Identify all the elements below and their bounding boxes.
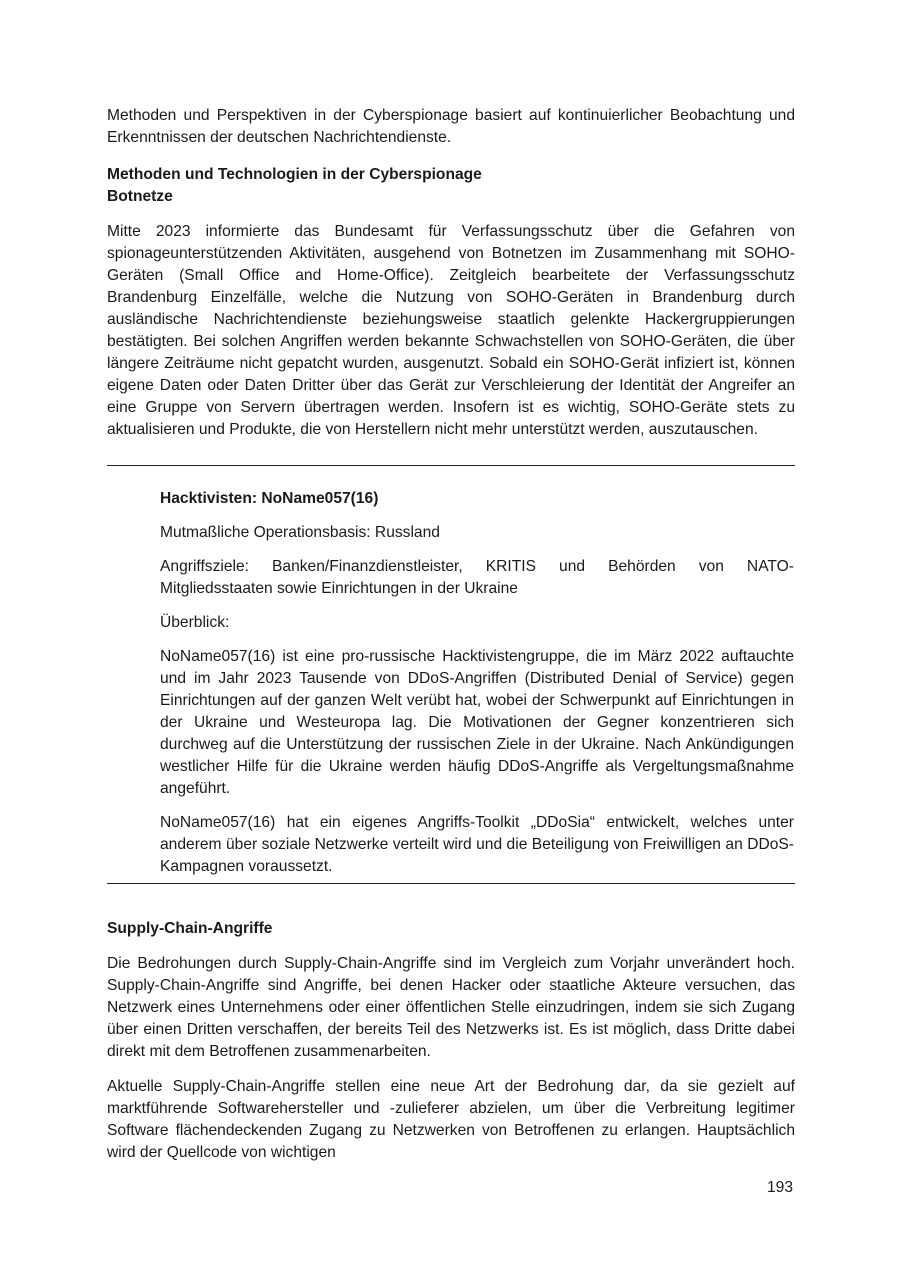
supply-chain-paragraph-1: Die Bedrohungen durch Supply-Chain-Angriffe sind im Vergleich zum Vorjahr unverändert hoch. Supply-Chain-Angriffe sind Angriffe, bei denen Hacker oder staatliche Akteure versuchen, das Netzwerk eines Unternehmens oder einer öffentlichen Stelle einzudringen, indem sie sich Zugang über einen Dritten verschaffen, der bereits Teil des Netzwerks ist. Es ist möglich, dass Dritte dabei direkt mit dem Betroffenen zusammenarbeiten. (107, 955, 795, 1060)
page-body (107, 105, 795, 441)
box-paragraph-2: NoName057(16) hat ein eigenes Angriffs-Toolkit „DDoSia“ entwickelt, welches unter anderem über soziale Netzwerke verteilt wird und die Beteiligung von Freiwilligen an DDoS-Kampagnen voraussetzt. (160, 814, 794, 875)
page-number: 193 (766, 1179, 793, 1196)
hacktivist-box (160, 488, 794, 890)
box-bottom-rule (107, 883, 795, 884)
intro-paragraph: Methoden und Perspektiven in der Cyberspionage basiert auf kontinuierlicher Beobachtung und Erkenntnissen der deutschen Nachrichtendienste. (107, 107, 795, 146)
box-top-rule (107, 465, 795, 466)
botnetze-paragraph: Mitte 2023 informierte das Bundesamt für Verfassungsschutz über die Gefahren von spionageunterstützenden Aktivitäten, ausgehend von Botnetzen im Zusammenhang mit SOHO-Geräten (Small Office and Home-Office). Zeitgleich bearbeitete der Verfassungsschutz Brandenburg Einzelfälle, welche die Nutzung von SOHO-Geräten in Brandenburg durch ausländische Nachrichtendienste beziehungsweise staatlich gelenkte Hackergruppierungen bestätigten. Bei solchen Angriffen werden bekannte Schwachstellen von SOHO-Geräten, die über längere Zeiträume nicht gepatcht wurden, ausgenutzt. Sobald ein SOHO-Gerät infiziert ist, können eigene Daten oder Daten Dritter über das Gerät zur Verschleierung der Identität der Angreifer an eine Gruppe von Servern übertragen werden. Insofern ist es wichtig, SOHO-Geräte stets zu aktualisieren und Produkte, die von Herstellern nicht mehr unterstützt werden, auszutauschen. (107, 223, 795, 438)
box-angriffsziele: Angriffsziele: Banken/Finanzdienstleister, KRITIS und Behörden von NATO-Mitgliedsstaaten sowie Einrichtungen in der Ukraine (160, 558, 794, 597)
supply-chain-paragraph-2: Aktuelle Supply-Chain-Angriffe stellen eine neue Art der Bedrohung dar, da sie gezielt auf marktführende Softwarehersteller und -zulieferer abzielen, um über die Verbreitung legitimer Software flächendeckenden Zugang zu Netzwerken von Betroffenen zu erlangen. Hauptsächlich wird der Quellcode von wichtigen (107, 1078, 795, 1161)
section-heading-methoden: Methoden und Technologien in der Cyberspionage (107, 166, 482, 183)
box-paragraph-1: NoName057(16) ist eine pro-russische Hacktivistengruppe, die im März 2022 auftauchte und im Jahr 2023 Tausende von DDoS-Angriffen (Distributed Denial of Service) gegen Einrichtungen auf der ganzen Welt verübt hat, wobei der Schwerpunkt auf Einrichtungen in der Ukraine und Westeuropa lag. Die Motivationen der Gegner konzentrieren sich durchweg auf die Unterstützung der russischen Ziele in der Ukraine. Nach Ankündigungen westlicher Hilfe für die Ukraine werden häufig DDoS-Angriffe als Vergeltungsmaßnahme angeführt. (160, 648, 794, 797)
box-title: Hacktivisten: NoName057(16) (160, 490, 379, 507)
supply-chain-section (107, 918, 795, 1164)
box-ueberblick-label: Überblick: (160, 614, 230, 631)
section-heading-supply-chain: Supply-Chain-Angriffe (107, 920, 273, 937)
subheading-botnetze: Botnetze (107, 188, 173, 205)
box-operationsbasis: Mutmaßliche Operationsbasis: Russland (160, 524, 440, 541)
